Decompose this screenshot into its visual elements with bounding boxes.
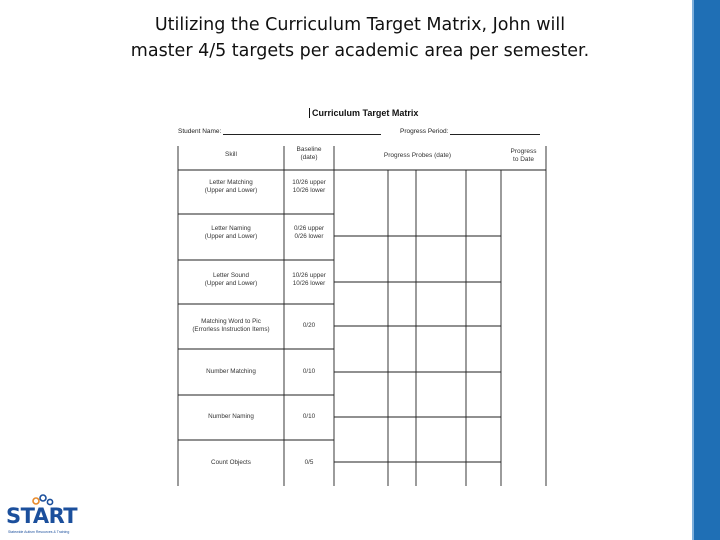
skill-name: Letter Naming bbox=[211, 225, 251, 232]
progress-period-field bbox=[400, 127, 540, 135]
accent-bar bbox=[694, 0, 720, 540]
baseline-value: 10/26 upper bbox=[292, 179, 326, 186]
table-row-baseline bbox=[284, 413, 334, 421]
table-row-baseline bbox=[284, 368, 334, 376]
curriculum-target-matrix-document bbox=[176, 104, 548, 488]
baseline-value: 10/26 upper bbox=[292, 272, 326, 279]
baseline-value-2: 0/26 lower bbox=[294, 232, 324, 240]
skill-name: Number Naming bbox=[208, 413, 254, 420]
logo-tagline: Statewide Autism Resources & Training bbox=[8, 530, 70, 534]
header-baseline bbox=[284, 146, 334, 162]
matrix-grid-lines bbox=[176, 104, 548, 488]
skill-note: (Errorless Instruction Items) bbox=[192, 325, 270, 333]
logo-wordmark: START bbox=[6, 504, 78, 528]
baseline-value: 0/20 bbox=[302, 322, 316, 329]
skill-name: Letter Matching bbox=[209, 179, 253, 186]
baseline-value: 0/10 bbox=[302, 413, 316, 420]
table-row-skill bbox=[178, 318, 284, 333]
start-logo bbox=[6, 494, 76, 538]
table-row-skill bbox=[178, 272, 284, 287]
baseline-value: 0/5 bbox=[304, 459, 314, 466]
skill-note: (Upper and Lower) bbox=[204, 279, 258, 287]
skill-name: Letter Sound bbox=[212, 272, 250, 279]
header-progress-probes: Progress Probes (date) bbox=[383, 152, 452, 159]
header-skill: Skill bbox=[225, 151, 237, 158]
table-row-baseline bbox=[284, 322, 334, 330]
student-name-field bbox=[178, 127, 381, 135]
progress-period-label: Progress Period: bbox=[400, 128, 449, 135]
skill-name: Matching Word to Pic bbox=[201, 318, 261, 325]
table-row-baseline bbox=[284, 179, 334, 194]
table-row-skill bbox=[178, 368, 284, 376]
header-baseline-sub: (date) bbox=[300, 154, 318, 161]
progress-period-line[interactable] bbox=[450, 127, 540, 135]
skill-name: Number Matching bbox=[206, 368, 256, 375]
baseline-value: 0/10 bbox=[302, 368, 316, 375]
baseline-value-2: 10/26 lower bbox=[292, 186, 326, 194]
table-row-skill bbox=[178, 225, 284, 240]
skill-note: (Upper and Lower) bbox=[204, 186, 258, 194]
slide-title bbox=[100, 12, 620, 64]
slide-title-line-1: Utilizing the Curriculum Target Matrix, John will bbox=[154, 15, 566, 35]
table-row-baseline bbox=[284, 225, 334, 240]
table-row-skill bbox=[178, 179, 284, 194]
header-progress-sub: to Date bbox=[513, 156, 534, 163]
student-name-line[interactable] bbox=[223, 127, 381, 135]
header-baseline-label: Baseline bbox=[296, 146, 322, 153]
skill-name: Count Objects bbox=[211, 459, 251, 466]
slide-title-line-2: master 4/5 targets per academic area per semester. bbox=[130, 41, 590, 61]
table-row-skill bbox=[178, 459, 284, 467]
baseline-value: 0/26 upper bbox=[293, 225, 325, 232]
table-row-skill bbox=[178, 413, 284, 421]
baseline-value-2: 10/26 lower bbox=[292, 279, 326, 287]
table-row-baseline bbox=[284, 459, 334, 467]
student-name-label: Student Name: bbox=[178, 128, 222, 135]
table-row-baseline bbox=[284, 272, 334, 287]
header-progress-to-date bbox=[501, 148, 546, 164]
header-progress-label: Progress bbox=[510, 148, 537, 155]
skill-note: (Upper and Lower) bbox=[204, 232, 258, 240]
document-title: Curriculum Target Matrix bbox=[309, 108, 418, 118]
